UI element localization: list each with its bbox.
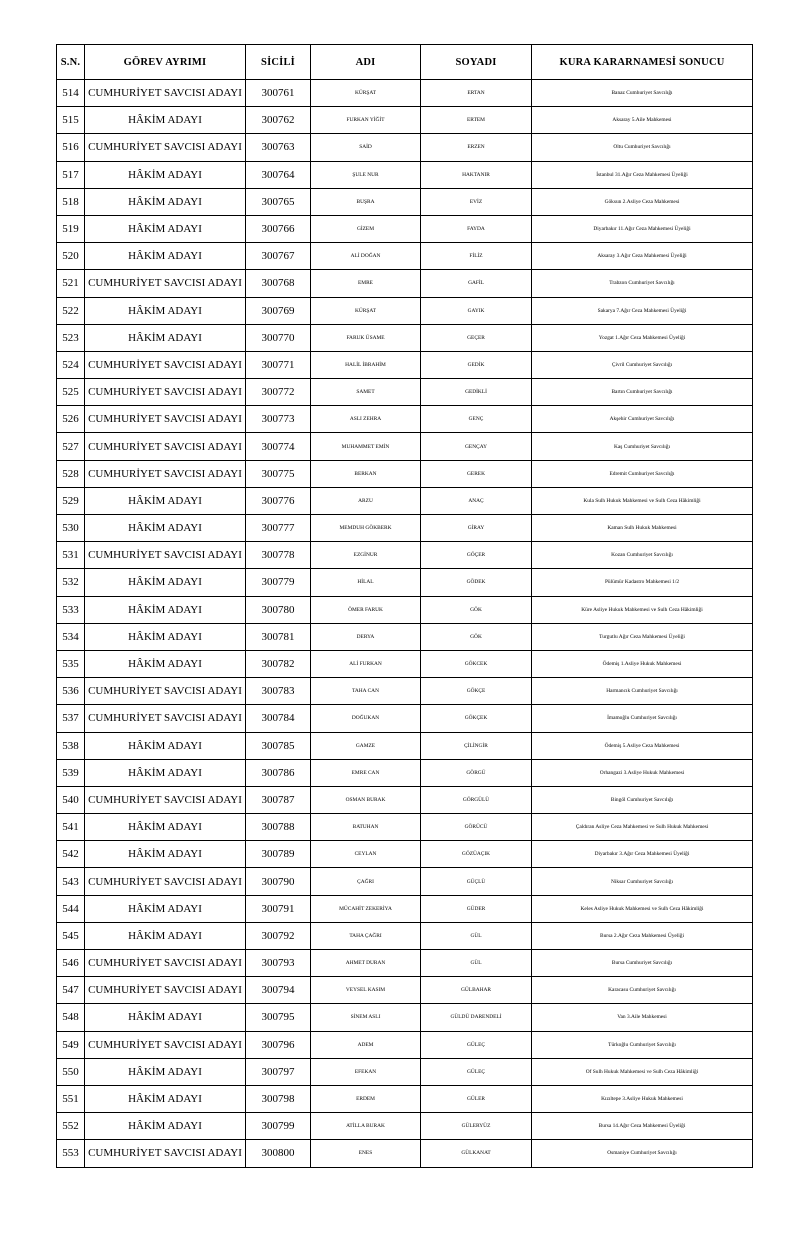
cell-soyadi: GEDİKLİ — [421, 379, 532, 406]
cell-gorev: CUMHURİYET SAVCISI ADAYI — [85, 134, 246, 161]
cell-gorev: CUMHURİYET SAVCISI ADAYI — [85, 950, 246, 977]
table-row — [57, 215, 753, 242]
cell-gorev: HÂKİM ADAYI — [85, 487, 246, 514]
cell-gorev: HÂKİM ADAYI — [85, 650, 246, 677]
cell-adi: DOĞUKAN — [311, 705, 421, 732]
cell-sicili: 300779 — [246, 569, 311, 596]
cell-sn: 536 — [57, 678, 85, 705]
cell-adi: MÜCAHİT ZEKERİYA — [311, 895, 421, 922]
cell-sn: 535 — [57, 650, 85, 677]
cell-adi: BERKAN — [311, 460, 421, 487]
cell-soyadi: EVİZ — [421, 188, 532, 215]
cell-sn: 553 — [57, 1140, 85, 1167]
cell-adi: MUHAMMET EMİN — [311, 433, 421, 460]
table-row — [57, 460, 753, 487]
cell-adi: ASLI ZEHRA — [311, 406, 421, 433]
cell-sicili: 300766 — [246, 215, 311, 242]
cell-sicili: 300784 — [246, 705, 311, 732]
cell-sonuc: Diyarbakır 3.Ağır Ceza Mahkemesi Üyeliği — [532, 841, 753, 868]
cell-soyadi: ÇİLİNGİR — [421, 732, 532, 759]
cell-sonuc: Turgutlu Ağır Ceza Mahkemesi Üyeliği — [532, 623, 753, 650]
cell-soyadi: GÜLER — [421, 1085, 532, 1112]
cell-gorev: HÂKİM ADAYI — [85, 895, 246, 922]
cell-soyadi: GÖK — [421, 623, 532, 650]
table-row — [57, 1058, 753, 1085]
cell-adi: ATİLLA BURAK — [311, 1113, 421, 1140]
cell-gorev: HÂKİM ADAYI — [85, 515, 246, 542]
table-row — [57, 243, 753, 270]
cell-sonuc: Akşehir Cumhuriyet Savcılığı — [532, 406, 753, 433]
table-row — [57, 895, 753, 922]
cell-sonuc: Banaz Cumhuriyet Savcılığı — [532, 80, 753, 107]
cell-sicili: 300783 — [246, 678, 311, 705]
cell-adi: BATUHAN — [311, 814, 421, 841]
cell-soyadi: GÖRGÜ — [421, 759, 532, 786]
cell-gorev: CUMHURİYET SAVCISI ADAYI — [85, 678, 246, 705]
cell-sonuc: Osmaniye Cumhuriyet Savcılığı — [532, 1140, 753, 1167]
cell-soyadi: GÖZÜAÇIK — [421, 841, 532, 868]
cell-sn: 526 — [57, 406, 85, 433]
cell-gorev: CUMHURİYET SAVCISI ADAYI — [85, 351, 246, 378]
cell-gorev: HÂKİM ADAYI — [85, 297, 246, 324]
cell-gorev: HÂKİM ADAYI — [85, 188, 246, 215]
cell-sicili: 300773 — [246, 406, 311, 433]
column-header-sonuc: KURA KARARNAMESİ SONUCU — [532, 45, 753, 80]
cell-soyadi: GÜLEÇ — [421, 1058, 532, 1085]
cell-sicili: 300788 — [246, 814, 311, 841]
cell-sn: 530 — [57, 515, 85, 542]
cell-adi: AHMET DURAN — [311, 950, 421, 977]
cell-sn: 533 — [57, 596, 85, 623]
cell-sonuc: Diyarbakır 11.Ağır Ceza Mahkemesi Üyeliği — [532, 215, 753, 242]
table-row — [57, 542, 753, 569]
cell-gorev: CUMHURİYET SAVCISI ADAYI — [85, 270, 246, 297]
cell-sonuc: Ödemiş 1.Asliye Hukuk Mahkemesi — [532, 650, 753, 677]
cell-soyadi: GAYIK — [421, 297, 532, 324]
cell-sonuc: Niksar Cumhuriyet Savcılığı — [532, 868, 753, 895]
cell-adi: ENES — [311, 1140, 421, 1167]
cell-sn: 514 — [57, 80, 85, 107]
cell-gorev: CUMHURİYET SAVCISI ADAYI — [85, 460, 246, 487]
cell-sonuc: Kızıltepe 3.Asliye Hukuk Mahkemesi — [532, 1085, 753, 1112]
cell-sicili: 300798 — [246, 1085, 311, 1112]
cell-sonuc: Göksun 2.Asliye Ceza Mahkemesi — [532, 188, 753, 215]
cell-gorev: HÂKİM ADAYI — [85, 107, 246, 134]
cell-soyadi: GÜLERYÜZ — [421, 1113, 532, 1140]
cell-adi: OSMAN BURAK — [311, 786, 421, 813]
table-row — [57, 841, 753, 868]
table-row — [57, 379, 753, 406]
cell-sicili: 300786 — [246, 759, 311, 786]
cell-sicili: 300775 — [246, 460, 311, 487]
cell-sn: 515 — [57, 107, 85, 134]
cell-sn: 525 — [57, 379, 85, 406]
cell-gorev: HÂKİM ADAYI — [85, 569, 246, 596]
cell-sonuc: Oltu Cumhuriyet Savcılığı — [532, 134, 753, 161]
table-row — [57, 950, 753, 977]
cell-adi: KÜRŞAT — [311, 80, 421, 107]
cell-sonuc: Harmancık Cumhuriyet Savcılığı — [532, 678, 753, 705]
cell-sn: 528 — [57, 460, 85, 487]
table-row — [57, 297, 753, 324]
table-row — [57, 324, 753, 351]
cell-sn: 520 — [57, 243, 85, 270]
cell-gorev: HÂKİM ADAYI — [85, 841, 246, 868]
table-row — [57, 1031, 753, 1058]
cell-sicili: 300787 — [246, 786, 311, 813]
table-row — [57, 759, 753, 786]
cell-gorev: HÂKİM ADAYI — [85, 1058, 246, 1085]
cell-sn: 522 — [57, 297, 85, 324]
cell-gorev: HÂKİM ADAYI — [85, 814, 246, 841]
table-row — [57, 134, 753, 161]
cell-sn: 540 — [57, 786, 85, 813]
cell-sonuc: Edremit Cumhuriyet Savcılığı — [532, 460, 753, 487]
cell-soyadi: GÜLKANAT — [421, 1140, 532, 1167]
cell-soyadi: FİLİZ — [421, 243, 532, 270]
cell-sicili: 300768 — [246, 270, 311, 297]
cell-adi: ALİ DOĞAN — [311, 243, 421, 270]
cell-adi: FARUK ÜSAME — [311, 324, 421, 351]
cell-sonuc: Küre Asliye Hukuk Mahkemesi ve Sulh Ceza Hâkimliği — [532, 596, 753, 623]
cell-sonuc: Pülümür Kadastro Mahkemesi 1/2 — [532, 569, 753, 596]
cell-gorev: HÂKİM ADAYI — [85, 759, 246, 786]
cell-sonuc: Bingöl Cumhuriyet Savcılığı — [532, 786, 753, 813]
cell-sicili: 300765 — [246, 188, 311, 215]
cell-sn: 531 — [57, 542, 85, 569]
cell-soyadi: ERTEM — [421, 107, 532, 134]
cell-soyadi: GEDİK — [421, 351, 532, 378]
cell-sn: 550 — [57, 1058, 85, 1085]
cell-soyadi: GÖRGÜLÜ — [421, 786, 532, 813]
cell-soyadi: GÖKÇE — [421, 678, 532, 705]
table-row — [57, 107, 753, 134]
cell-sn: 549 — [57, 1031, 85, 1058]
table-row — [57, 406, 753, 433]
cell-soyadi: GÖÇER — [421, 542, 532, 569]
cell-sn: 516 — [57, 134, 85, 161]
cell-soyadi: GÜLBAHAR — [421, 977, 532, 1004]
cell-sonuc: Çivril Cumhuriyet Savcılığı — [532, 351, 753, 378]
cell-sicili: 300790 — [246, 868, 311, 895]
cell-sn: 542 — [57, 841, 85, 868]
cell-sicili: 300796 — [246, 1031, 311, 1058]
cell-soyadi: GÜLDÜ DARENDELİ — [421, 1004, 532, 1031]
cell-sn: 518 — [57, 188, 85, 215]
cell-sicili: 300763 — [246, 134, 311, 161]
cell-soyadi: ERZEN — [421, 134, 532, 161]
table-row — [57, 922, 753, 949]
cell-adi: ARZU — [311, 487, 421, 514]
cell-gorev: HÂKİM ADAYI — [85, 922, 246, 949]
table-row — [57, 814, 753, 841]
cell-sn: 538 — [57, 732, 85, 759]
cell-sicili: 300767 — [246, 243, 311, 270]
cell-adi: GAMZE — [311, 732, 421, 759]
cell-soyadi: GİRAY — [421, 515, 532, 542]
cell-sonuc: Kozan Cumhuriyet Savcılığı — [532, 542, 753, 569]
cell-gorev: CUMHURİYET SAVCISI ADAYI — [85, 542, 246, 569]
cell-sonuc: Kaman Sulh Hukuk Mahkemesi — [532, 515, 753, 542]
cell-sonuc: Trabzon Cumhuriyet Savcılığı — [532, 270, 753, 297]
cell-sicili: 300794 — [246, 977, 311, 1004]
cell-gorev: HÂKİM ADAYI — [85, 243, 246, 270]
cell-sn: 537 — [57, 705, 85, 732]
cell-soyadi: GÖDEK — [421, 569, 532, 596]
column-header-sn: S.N. — [57, 45, 85, 80]
cell-gorev: CUMHURİYET SAVCISI ADAYI — [85, 977, 246, 1004]
cell-sonuc: Bursa 14.Ağır Ceza Mahkemesi Üyeliği — [532, 1113, 753, 1140]
cell-sonuc: Çaldıran Asliye Ceza Mahkemesi ve Sulh Hukuk Mahkemesi — [532, 814, 753, 841]
table-row — [57, 1140, 753, 1167]
cell-soyadi: GENÇAY — [421, 433, 532, 460]
table-row — [57, 623, 753, 650]
cell-sonuc: Keles Asliye Hukuk Mahkemesi ve Sulh Ceza Hâkimliği — [532, 895, 753, 922]
cell-sonuc: Ödemiş 5.Asliye Ceza Mahkemesi — [532, 732, 753, 759]
cell-soyadi: GÜL — [421, 950, 532, 977]
table-row — [57, 868, 753, 895]
table-row — [57, 1085, 753, 1112]
cell-sicili: 300771 — [246, 351, 311, 378]
cell-sicili: 300792 — [246, 922, 311, 949]
cell-gorev: CUMHURİYET SAVCISI ADAYI — [85, 433, 246, 460]
cell-sicili: 300782 — [246, 650, 311, 677]
cell-adi: EFEKAN — [311, 1058, 421, 1085]
cell-sicili: 300800 — [246, 1140, 311, 1167]
cell-sonuc: Sakarya 7.Ağır Ceza Mahkemesi Üyeliği — [532, 297, 753, 324]
cell-sicili: 300764 — [246, 161, 311, 188]
cell-adi: EMRE CAN — [311, 759, 421, 786]
cell-adi: HALİL İBRAHİM — [311, 351, 421, 378]
cell-adi: MEMDUH GÖKBERK — [311, 515, 421, 542]
table-row — [57, 732, 753, 759]
cell-gorev: HÂKİM ADAYI — [85, 161, 246, 188]
cell-sicili: 300774 — [246, 433, 311, 460]
cell-sn: 527 — [57, 433, 85, 460]
cell-adi: EZGİNUR — [311, 542, 421, 569]
cell-sonuc: Van 3.Aile Mahkemesi — [532, 1004, 753, 1031]
cell-sn: 545 — [57, 922, 85, 949]
cell-soyadi: GÜÇLÜ — [421, 868, 532, 895]
cell-gorev: CUMHURİYET SAVCISI ADAYI — [85, 868, 246, 895]
cell-soyadi: GÜDER — [421, 895, 532, 922]
cell-soyadi: GÜLEÇ — [421, 1031, 532, 1058]
cell-adi: ALİ FURKAN — [311, 650, 421, 677]
cell-sonuc: Aksaray 5.Aile Mahkemesi — [532, 107, 753, 134]
table-header-row — [57, 45, 753, 80]
table-row — [57, 705, 753, 732]
cell-gorev: CUMHURİYET SAVCISI ADAYI — [85, 80, 246, 107]
cell-adi: ERDEM — [311, 1085, 421, 1112]
cell-sn: 532 — [57, 569, 85, 596]
cell-sicili: 300781 — [246, 623, 311, 650]
cell-adi: TAHA ÇAĞRI — [311, 922, 421, 949]
cell-sicili: 300778 — [246, 542, 311, 569]
cell-adi: ŞULE NUR — [311, 161, 421, 188]
table-row — [57, 188, 753, 215]
cell-sonuc: Türkoğlu Cumhuriyet Savcılığı — [532, 1031, 753, 1058]
table-row — [57, 786, 753, 813]
cell-sicili: 300776 — [246, 487, 311, 514]
cell-gorev: CUMHURİYET SAVCISI ADAYI — [85, 705, 246, 732]
cell-sonuc: Yozgat 1.Ağır Ceza Mahkemesi Üyeliği — [532, 324, 753, 351]
cell-soyadi: GÖK — [421, 596, 532, 623]
table-header — [57, 45, 753, 80]
cell-sn: 529 — [57, 487, 85, 514]
cell-adi: EMRE — [311, 270, 421, 297]
cell-soyadi: HAKTANIR — [421, 161, 532, 188]
cell-sn: 546 — [57, 950, 85, 977]
cell-sicili: 300777 — [246, 515, 311, 542]
cell-sicili: 300769 — [246, 297, 311, 324]
cell-sonuc: Of Sulh Hukuk Mahkemesi ve Sulh Ceza Hâkimliği — [532, 1058, 753, 1085]
cell-sn: 539 — [57, 759, 85, 786]
cell-adi: FURKAN YİĞİT — [311, 107, 421, 134]
cell-gorev: CUMHURİYET SAVCISI ADAYI — [85, 406, 246, 433]
cell-sicili: 300772 — [246, 379, 311, 406]
cell-sicili: 300791 — [246, 895, 311, 922]
cell-soyadi: FAYDA — [421, 215, 532, 242]
cell-sicili: 300780 — [246, 596, 311, 623]
cell-gorev: CUMHURİYET SAVCISI ADAYI — [85, 379, 246, 406]
table-row — [57, 487, 753, 514]
cell-adi: ÖMER FARUK — [311, 596, 421, 623]
document-page — [56, 44, 752, 1168]
cell-sn: 524 — [57, 351, 85, 378]
cell-sicili: 300799 — [246, 1113, 311, 1140]
cell-sn: 517 — [57, 161, 85, 188]
cell-adi: SAMET — [311, 379, 421, 406]
cell-sicili: 300789 — [246, 841, 311, 868]
table-row — [57, 596, 753, 623]
cell-soyadi: GEREK — [421, 460, 532, 487]
cell-adi: ADEM — [311, 1031, 421, 1058]
cell-sn: 543 — [57, 868, 85, 895]
cell-gorev: HÂKİM ADAYI — [85, 1113, 246, 1140]
cell-soyadi: GAFİL — [421, 270, 532, 297]
cell-sonuc: Bartın Cumhuriyet Savcılığı — [532, 379, 753, 406]
cell-adi: VEYSEL KASIM — [311, 977, 421, 1004]
cell-adi: BUŞRA — [311, 188, 421, 215]
cell-gorev: HÂKİM ADAYI — [85, 1085, 246, 1112]
cell-sn: 551 — [57, 1085, 85, 1112]
cell-sonuc: Karacasu Cumhuriyet Savcılığı — [532, 977, 753, 1004]
cell-soyadi: ANAÇ — [421, 487, 532, 514]
cell-sn: 544 — [57, 895, 85, 922]
table-body — [57, 80, 753, 1168]
cell-gorev: CUMHURİYET SAVCISI ADAYI — [85, 1031, 246, 1058]
table-row — [57, 80, 753, 107]
cell-sicili: 300761 — [246, 80, 311, 107]
candidate-assignment-table — [56, 44, 753, 1168]
cell-sn: 523 — [57, 324, 85, 351]
cell-sonuc: İmamoğlu Cumhuriyet Savcılığı — [532, 705, 753, 732]
cell-sicili: 300793 — [246, 950, 311, 977]
cell-adi: SAİD — [311, 134, 421, 161]
cell-sicili: 300770 — [246, 324, 311, 351]
cell-sonuc: İstanbul 31.Ağır Ceza Mahkemesi Üyeliği — [532, 161, 753, 188]
table-row — [57, 1113, 753, 1140]
cell-soyadi: GÖKCEK — [421, 650, 532, 677]
cell-gorev: HÂKİM ADAYI — [85, 596, 246, 623]
cell-gorev: HÂKİM ADAYI — [85, 1004, 246, 1031]
cell-sn: 548 — [57, 1004, 85, 1031]
column-header-sicili: SİCİLİ — [246, 45, 311, 80]
cell-sonuc: Aksaray 3.Ağır Ceza Mahkemesi Üyeliği — [532, 243, 753, 270]
cell-sn: 519 — [57, 215, 85, 242]
column-header-gorev: GÖREV AYRIMI — [85, 45, 246, 80]
cell-soyadi: GENÇ — [421, 406, 532, 433]
cell-sonuc: Kula Sulh Hukuk Mahkemesi ve Sulh Ceza Hâkimliği — [532, 487, 753, 514]
cell-gorev: HÂKİM ADAYI — [85, 324, 246, 351]
cell-adi: DERYA — [311, 623, 421, 650]
cell-adi: SİNEM ASLI — [311, 1004, 421, 1031]
cell-gorev: CUMHURİYET SAVCISI ADAYI — [85, 786, 246, 813]
cell-adi: HİLAL — [311, 569, 421, 596]
cell-soyadi: GÖRÜCÜ — [421, 814, 532, 841]
cell-sn: 552 — [57, 1113, 85, 1140]
column-header-soyadi: SOYADI — [421, 45, 532, 80]
table-row — [57, 650, 753, 677]
cell-sn: 534 — [57, 623, 85, 650]
cell-adi: CEYLAN — [311, 841, 421, 868]
table-row — [57, 678, 753, 705]
cell-adi: GİZEM — [311, 215, 421, 242]
cell-adi: KÜRŞAT — [311, 297, 421, 324]
table-row — [57, 433, 753, 460]
cell-sonuc: Bursa Cumhuriyet Savcılığı — [532, 950, 753, 977]
cell-sonuc: Orhangazi 3.Asliye Hukuk Mahkemesi — [532, 759, 753, 786]
cell-sonuc: Kaş Cumhuriyet Savcılığı — [532, 433, 753, 460]
column-header-adi: ADI — [311, 45, 421, 80]
cell-gorev: CUMHURİYET SAVCISI ADAYI — [85, 1140, 246, 1167]
cell-soyadi: GÜL — [421, 922, 532, 949]
table-row — [57, 977, 753, 1004]
cell-soyadi: GÖKÇEK — [421, 705, 532, 732]
cell-gorev: HÂKİM ADAYI — [85, 623, 246, 650]
table-row — [57, 351, 753, 378]
cell-sicili: 300785 — [246, 732, 311, 759]
cell-sicili: 300762 — [246, 107, 311, 134]
cell-adi: TAHA CAN — [311, 678, 421, 705]
cell-sonuc: Bursa 2.Ağır Ceza Mahkemesi Üyeliği — [532, 922, 753, 949]
table-row — [57, 569, 753, 596]
cell-sn: 547 — [57, 977, 85, 1004]
cell-sicili: 300797 — [246, 1058, 311, 1085]
table-row — [57, 270, 753, 297]
cell-gorev: HÂKİM ADAYI — [85, 215, 246, 242]
table-row — [57, 161, 753, 188]
cell-sn: 541 — [57, 814, 85, 841]
cell-gorev: HÂKİM ADAYI — [85, 732, 246, 759]
table-row — [57, 515, 753, 542]
cell-sicili: 300795 — [246, 1004, 311, 1031]
cell-soyadi: ERTAN — [421, 80, 532, 107]
cell-soyadi: GEÇER — [421, 324, 532, 351]
cell-sn: 521 — [57, 270, 85, 297]
cell-adi: ÇAĞRI — [311, 868, 421, 895]
table-row — [57, 1004, 753, 1031]
